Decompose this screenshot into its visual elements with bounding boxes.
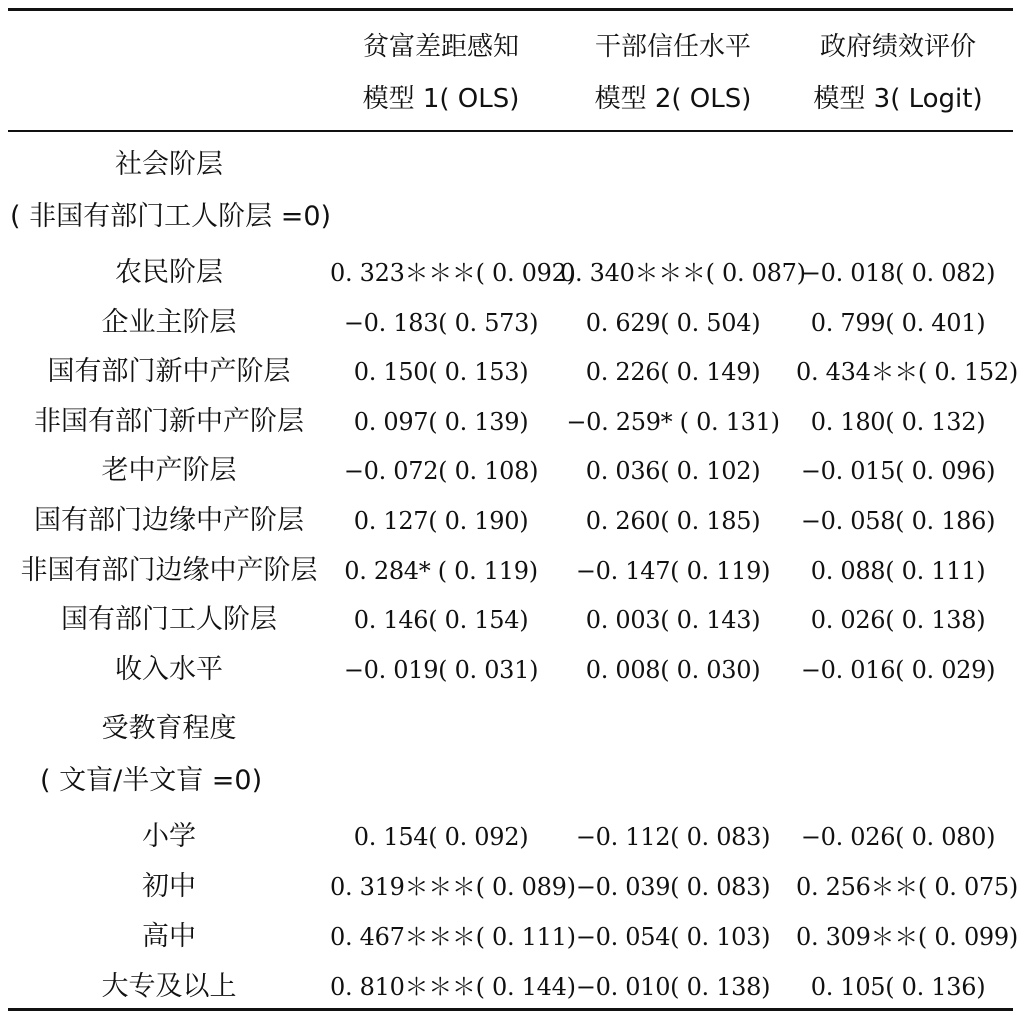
model2-coef: 0. 008( 0. 030)	[585, 655, 761, 684]
table-row	[0, 912, 1020, 962]
table-row	[0, 298, 1020, 348]
model1-coef: 0. 146( 0. 154)	[353, 606, 529, 635]
model1-coef: 0. 319＊＊＊( 0. 089)	[330, 873, 576, 901]
section-title-row	[0, 704, 1020, 754]
section1-note: ( 非国有部门工人阶层 =0)	[10, 201, 332, 232]
model2-coef: 0. 226( 0. 149)	[585, 358, 761, 387]
section-note-row	[0, 192, 1020, 242]
model2-coef: 0. 003( 0. 143)	[585, 606, 761, 635]
model3-coef: 0. 434＊＊( 0. 152)	[796, 358, 1018, 387]
model1-coef: 0. 323＊＊＊( 0. 092)	[330, 259, 576, 287]
col1-model: 模型 1( OLS)	[362, 84, 520, 114]
model3-coef: 0. 180( 0. 132)	[810, 407, 986, 436]
model2-coef: 0. 036( 0. 102)	[585, 457, 761, 486]
model1-coef: 0. 467＊＊＊( 0. 111)	[330, 923, 576, 951]
model3-coef: 0. 799( 0. 401)	[810, 308, 986, 337]
row-label: 高中	[142, 921, 196, 952]
table-row	[0, 397, 1020, 447]
model1-coef: 0. 127( 0. 190)	[353, 507, 529, 535]
table-row	[0, 862, 1020, 912]
row-label: 非国有部门新中产阶层	[34, 405, 304, 437]
row-label: 大专及以上	[101, 971, 237, 1002]
header-rule	[8, 130, 1013, 132]
bottom-rule	[8, 1008, 1013, 1011]
col2-model: 模型 2( OLS)	[594, 84, 752, 114]
model2-coef: 0. 340＊＊＊( 0. 087)	[560, 259, 806, 287]
col3-title: 政府绩效评价	[819, 32, 976, 62]
section-note-row	[0, 756, 1020, 806]
row-label: 国有部门工人阶层	[61, 604, 277, 636]
table-row	[0, 546, 1020, 596]
row-label: 老中产阶层	[101, 455, 237, 487]
model1-coef: −0. 072( 0. 108)	[343, 457, 539, 486]
col1-title: 贫富差距感知	[362, 32, 519, 62]
model3-coef: 0. 105( 0. 136)	[810, 973, 986, 1001]
model1-coef: −0. 183( 0. 573)	[343, 308, 539, 337]
model3-coef: −0. 015( 0. 096)	[800, 457, 996, 486]
table-row	[0, 962, 1020, 1012]
row-label: 初中	[142, 871, 196, 902]
model3-coef: 0. 088( 0. 111)	[810, 556, 986, 585]
row-label: 国有部门新中产阶层	[47, 356, 291, 388]
row-label: 小学	[142, 821, 196, 852]
model2-coef: −0. 039( 0. 083)	[575, 873, 771, 901]
model1-coef: 0. 097( 0. 139)	[353, 407, 529, 436]
model3-coef: −0. 058( 0. 186)	[800, 507, 996, 535]
model1-coef: −0. 019( 0. 031)	[343, 655, 539, 684]
model2-coef: −0. 112( 0. 083)	[575, 823, 771, 851]
table-row	[0, 446, 1020, 496]
top-rule	[8, 8, 1013, 11]
model1-coef: 0. 154( 0. 092)	[353, 823, 529, 851]
model2-coef: −0. 010( 0. 138)	[575, 973, 771, 1001]
model2-coef: −0. 054( 0. 103)	[575, 923, 771, 951]
model1-coef: 0. 810＊＊＊( 0. 144)	[330, 973, 576, 1001]
row-label: 企业主阶层	[101, 306, 237, 338]
row-label: 非国有部门边缘中产阶层	[20, 554, 318, 586]
section2-title: 受教育程度	[101, 713, 237, 744]
model3-coef: −0. 018( 0. 082)	[800, 259, 996, 287]
col3-model: 模型 3( Logit)	[813, 84, 983, 114]
section-title-row	[0, 140, 1020, 190]
table-row	[0, 645, 1020, 695]
table-row	[0, 496, 1020, 546]
table-row	[0, 347, 1020, 397]
row-label: 收入水平	[115, 653, 223, 685]
model1-coef: 0. 150( 0. 153)	[353, 358, 529, 387]
model3-coef: −0. 016( 0. 029)	[800, 655, 996, 684]
model3-coef: 0. 026( 0. 138)	[810, 606, 986, 635]
row-label: 农民阶层	[115, 257, 223, 288]
table-row	[0, 248, 1020, 298]
header-row-titles	[0, 22, 1020, 72]
model3-coef: −0. 026( 0. 080)	[800, 823, 996, 851]
model2-coef: 0. 260( 0. 185)	[585, 507, 761, 535]
table-row	[0, 595, 1020, 645]
row-label: 国有部门边缘中产阶层	[34, 505, 304, 536]
section1-title: 社会阶层	[115, 149, 223, 180]
model3-coef: 0. 309＊＊( 0. 099)	[796, 923, 1018, 951]
table-row	[0, 812, 1020, 862]
model3-coef: 0. 256＊＊( 0. 075)	[796, 873, 1018, 901]
col2-title: 干部信任水平	[594, 32, 751, 62]
model2-coef: 0. 629( 0. 504)	[585, 308, 761, 337]
section2-note: ( 文盲/半文盲 =0)	[40, 765, 263, 796]
model2-coef: −0. 259* ( 0. 131)	[566, 407, 780, 436]
model1-coef: 0. 284* ( 0. 119)	[344, 556, 538, 585]
model2-coef: −0. 147( 0. 119)	[575, 556, 771, 585]
header-row-models	[0, 74, 1020, 124]
